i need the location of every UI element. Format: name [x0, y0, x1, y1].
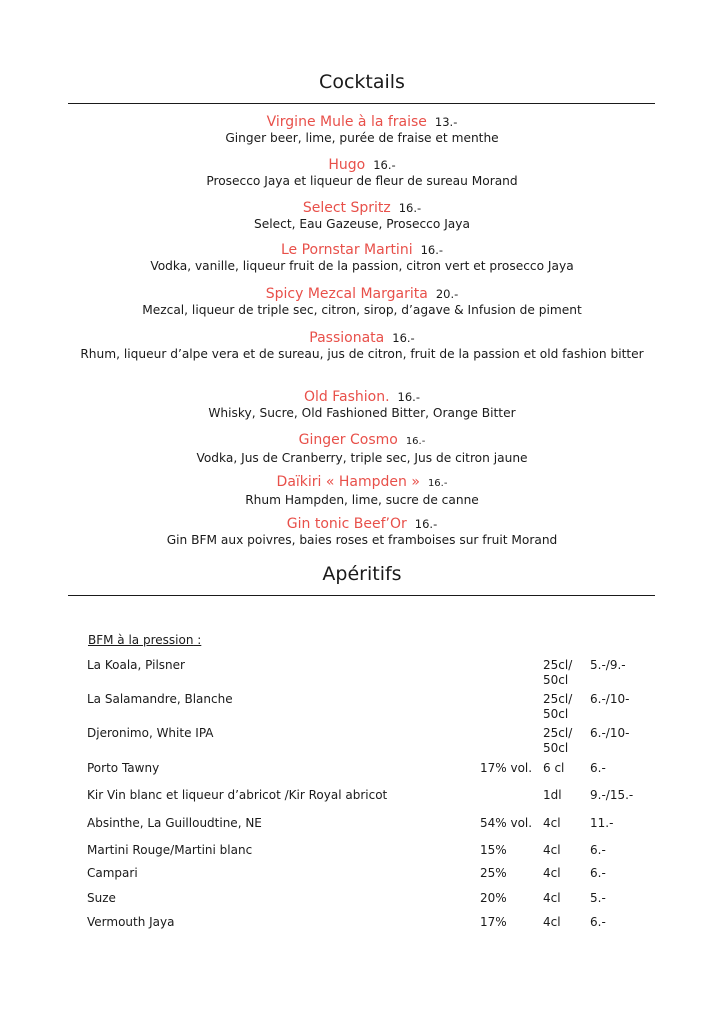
- cocktail-price: 16.-: [405, 436, 426, 447]
- aperitif-size: 4cl: [543, 915, 561, 929]
- cocktail-price: 13.-: [434, 115, 458, 129]
- aperitif-alcohol: 20%: [480, 891, 507, 905]
- aperitif-price: 6.-: [590, 761, 606, 775]
- aperitif-alcohol: 17% vol.: [480, 761, 533, 775]
- cocktail-item: [60, 473, 664, 508]
- aperitif-price: 6.-/10-: [590, 692, 630, 706]
- aperitif-alcohol: 54% vol.: [480, 816, 533, 830]
- aperitif-name: Absinthe, La Guilloudtine, NE: [87, 816, 262, 830]
- aperitif-name: La Salamandre, Blanche: [87, 692, 233, 706]
- cocktail-description: Select, Eau Gazeuse, Prosecco Jaya: [254, 217, 470, 231]
- cocktail-price: 16.-: [373, 158, 396, 172]
- cocktail-price: 16.-: [398, 201, 422, 215]
- aperitif-size: 4cl: [543, 866, 561, 880]
- cocktail-item: [60, 113, 664, 146]
- draft-beer-heading: [88, 633, 201, 647]
- cocktail-item: [60, 241, 664, 274]
- cocktail-description: Rhum, liqueur d’alpe vera et de sureau, jus de citron, fruit de la passion et old fashion bitter: [80, 347, 644, 361]
- cocktail-name: Virgine Mule à la fraise: [266, 114, 427, 130]
- aperitif-name: Campari: [87, 866, 138, 880]
- cocktail-description: Vodka, Jus de Cranberry, triple sec, Jus de citron jaune: [196, 451, 528, 465]
- cocktail-name: Spicy Mezcal Margarita: [265, 286, 428, 302]
- cocktail-description: Vodka, vanille, liqueur fruit de la passion, citron vert et prosecco Jaya: [150, 259, 574, 273]
- cocktail-price: 16.-: [414, 517, 438, 531]
- aperitif-alcohol: 17%: [480, 915, 507, 929]
- aperitif-size: 4cl: [543, 891, 561, 905]
- cocktail-item: [60, 515, 664, 548]
- cocktail-name: Daïkiri « Hampden »: [276, 474, 420, 490]
- aperitif-price: 9.-/15.-: [590, 788, 634, 802]
- aperitif-price: 5.-/9.-: [590, 658, 626, 672]
- aperitif-name: Porto Tawny: [87, 761, 160, 775]
- aperitif-price: 6.-/10-: [590, 726, 630, 740]
- cocktail-description: Prosecco Jaya et liqueur de fleur de sureau Morand: [206, 174, 518, 188]
- cocktails-divider: [68, 103, 655, 104]
- cocktail-price: 16.-: [420, 243, 444, 257]
- cocktail-name: Old Fashion.: [304, 389, 390, 405]
- cocktail-description: Whisky, Sucre, Old Fashioned Bitter, Orange Bitter: [208, 406, 516, 420]
- cocktail-description: Gin BFM aux poivres, baies roses et framboises sur fruit Morand: [166, 533, 558, 547]
- aperitif-size: 25cl/ 50cl: [543, 692, 573, 721]
- cocktail-name: Ginger Cosmo: [298, 432, 398, 448]
- aperitifs-divider: [68, 595, 655, 596]
- cocktail-name: Hugo: [328, 157, 366, 173]
- draft-beer-heading-suffix: :: [193, 633, 202, 647]
- aperitif-price: 6.-: [590, 915, 606, 929]
- cocktails-title: Cocktails: [319, 71, 405, 93]
- cocktail-price: 16.-: [427, 478, 448, 489]
- aperitif-name: Martini Rouge/Martini blanc: [87, 843, 253, 857]
- cocktail-price: 20.-: [435, 287, 459, 301]
- aperitif-size: 25cl/ 50cl: [543, 658, 573, 687]
- aperitif-name: Kir Vin blanc et liqueur d’abricot /Kir Royal abricot: [87, 788, 388, 802]
- aperitif-price: 6.-: [590, 866, 606, 880]
- aperitif-size: 6 cl: [543, 761, 565, 775]
- cocktail-name: Select Spritz: [302, 200, 391, 216]
- aperitif-size: 25cl/ 50cl: [543, 726, 573, 755]
- aperitif-name: Vermouth Jaya: [87, 915, 175, 929]
- draft-beer-heading-text: BFM à la pression: [88, 633, 194, 647]
- cocktail-name: Gin tonic Beef’Or: [286, 516, 407, 532]
- aperitif-alcohol: 25%: [480, 866, 507, 880]
- cocktail-description: Mezcal, liqueur de triple sec, citron, sirop, d’agave & Infusion de piment: [142, 303, 582, 317]
- cocktail-price: 16.-: [392, 331, 415, 345]
- aperitif-name: Djeronimo, White IPA: [87, 726, 214, 740]
- cocktail-name: Passionata: [309, 330, 385, 346]
- cocktail-description: Rhum Hampden, lime, sucre de canne: [245, 493, 479, 507]
- aperitif-name: Suze: [87, 891, 116, 905]
- cocktail-name: Le Pornstar Martini: [280, 242, 413, 258]
- cocktail-item: [60, 431, 664, 466]
- aperitifs-title: Apéritifs: [322, 563, 402, 585]
- aperitif-name: La Koala, Pilsner: [87, 658, 185, 672]
- cocktail-item: [60, 329, 664, 362]
- aperitif-size: 1dl: [543, 788, 562, 802]
- aperitif-size: 4cl: [543, 816, 561, 830]
- aperitif-price: 11.-: [590, 816, 614, 830]
- aperitif-size: 4cl: [543, 843, 561, 857]
- aperitif-price: 5.-: [590, 891, 606, 905]
- cocktail-description: Ginger beer, lime, purée de fraise et menthe: [225, 131, 499, 145]
- cocktail-item: [60, 199, 664, 232]
- aperitif-alcohol: 15%: [480, 843, 507, 857]
- cocktail-item: [60, 285, 664, 318]
- cocktail-item: [60, 388, 664, 421]
- cocktail-item: [60, 156, 664, 189]
- cocktail-price: 16.-: [397, 390, 420, 404]
- aperitif-price: 6.-: [590, 843, 606, 857]
